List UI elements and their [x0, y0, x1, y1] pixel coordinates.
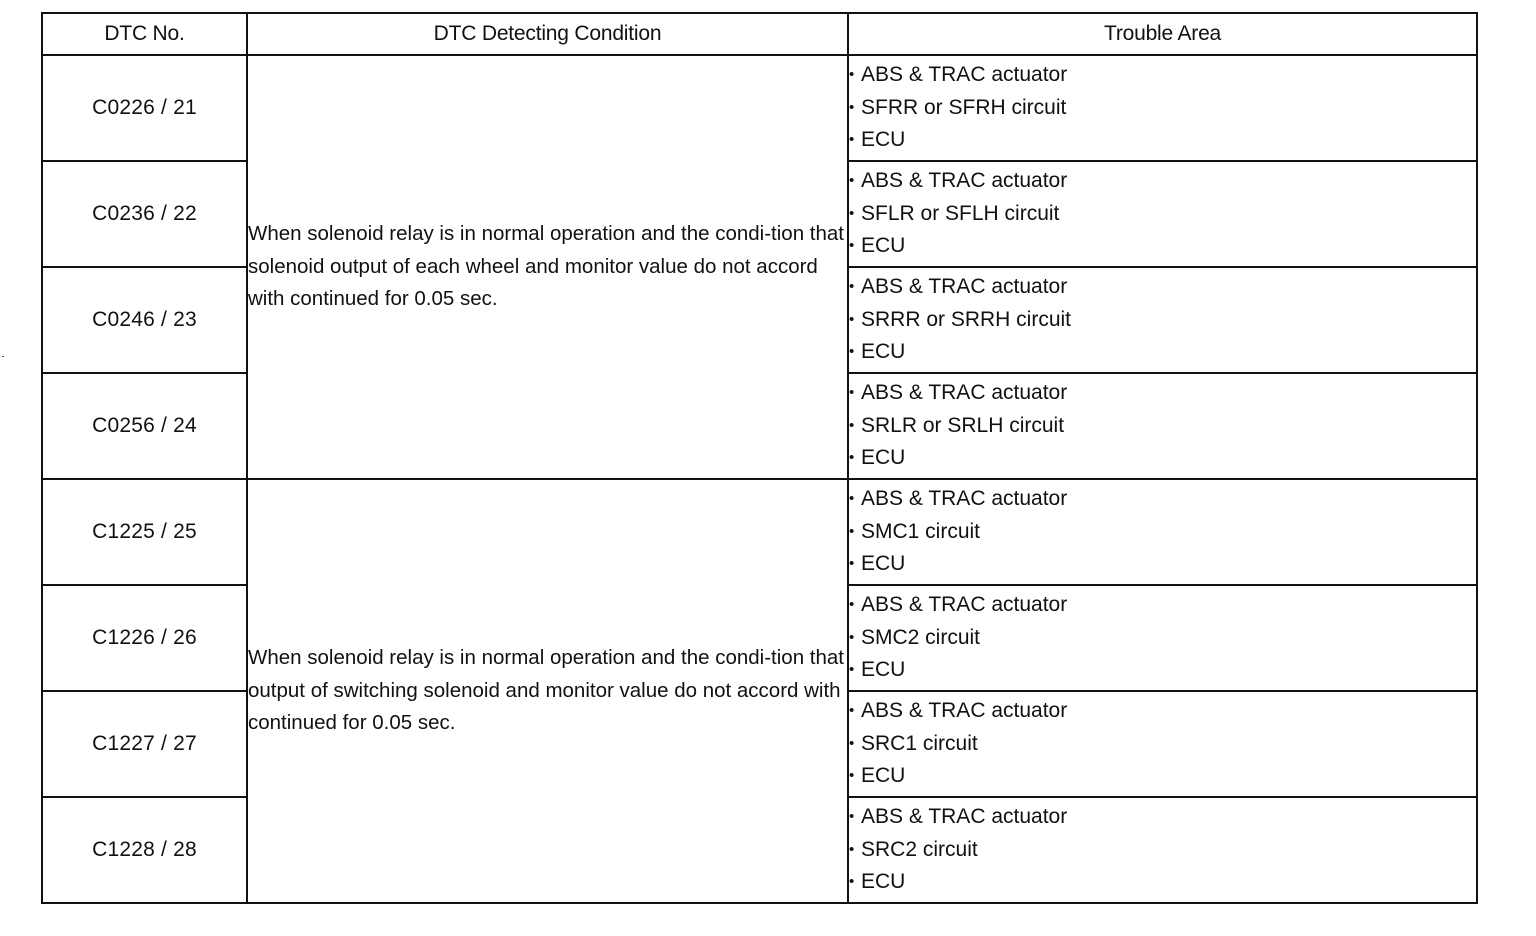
area-text: SRLR or SRLH circuit: [861, 413, 1065, 437]
condition-text: When solenoid relay is in normal operation and the condi-tion that solenoid output of each wheel and monitor value do not accord with continued for 0.05 sec.: [248, 222, 844, 311]
area-text: ECU: [861, 340, 906, 364]
trouble-area: [848, 797, 1477, 903]
area-text: ECU: [861, 552, 906, 576]
header-dtc-no: DTC No.: [42, 13, 247, 55]
trouble-area: [848, 691, 1477, 797]
bullet-icon: •: [849, 384, 855, 402]
area-text: SRRR or SRRH circuit: [861, 307, 1072, 331]
bullet-icon: •: [849, 237, 855, 255]
area-text: ABS & TRAC actuator: [861, 63, 1068, 87]
trouble-area: [848, 479, 1477, 585]
list-item: [849, 834, 1476, 867]
area-text: ECU: [861, 234, 906, 258]
area-text: SFRR or SFRH circuit: [861, 95, 1067, 119]
dtc-code: C0226 / 21: [42, 55, 247, 161]
area-text: SFLR or SFLH circuit: [861, 201, 1060, 225]
bullet-icon: •: [849, 416, 855, 434]
header-trouble-area: Trouble Area: [848, 13, 1477, 55]
condition-text: When solenoid relay is in normal operation and the condi-tion that output of switching solenoid and monitor value do not accord with continued for 0.05 sec.: [248, 646, 844, 735]
bullet-icon: •: [849, 702, 855, 720]
list-item: [849, 304, 1476, 337]
area-text: ECU: [861, 764, 906, 788]
list-item: [849, 124, 1476, 157]
scan-mark: [2, 356, 4, 357]
bullet-icon: •: [849, 596, 855, 614]
bullet-icon: •: [849, 734, 855, 752]
list-item: [849, 622, 1476, 655]
list-item: [849, 165, 1476, 198]
list-item: [849, 377, 1476, 410]
area-text: ABS & TRAC actuator: [861, 169, 1068, 193]
bullet-icon: •: [849, 767, 855, 785]
detecting-condition: [247, 479, 848, 903]
bullet-icon: •: [849, 873, 855, 891]
list-item: [849, 695, 1476, 728]
dtc-code: C1226 / 26: [42, 585, 247, 691]
list-item: [849, 801, 1476, 834]
bullet-icon: •: [849, 204, 855, 222]
dtc-code: C1228 / 28: [42, 797, 247, 903]
trouble-area: [848, 373, 1477, 479]
trouble-area: [848, 55, 1477, 161]
list-item: [849, 442, 1476, 475]
bullet-icon: •: [849, 490, 855, 508]
list-item: [849, 59, 1476, 92]
list-item: [849, 760, 1476, 793]
area-text: ABS & TRAC actuator: [861, 487, 1068, 511]
bullet-icon: •: [849, 172, 855, 190]
bullet-icon: •: [849, 661, 855, 679]
list-item: [849, 654, 1476, 687]
bullet-icon: •: [849, 343, 855, 361]
area-text: ABS & TRAC actuator: [861, 699, 1068, 723]
list-item: [849, 483, 1476, 516]
area-text: ABS & TRAC actuator: [861, 275, 1068, 299]
dtc-code: C0236 / 22: [42, 161, 247, 267]
area-text: SRC1 circuit: [861, 731, 978, 755]
bullet-icon: •: [849, 98, 855, 116]
bullet-icon: •: [849, 449, 855, 467]
dtc-code: C1227 / 27: [42, 691, 247, 797]
list-item: [849, 92, 1476, 125]
trouble-area: [848, 585, 1477, 691]
bullet-icon: •: [849, 522, 855, 540]
area-text: ABS & TRAC actuator: [861, 805, 1068, 829]
area-text: ABS & TRAC actuator: [861, 381, 1068, 405]
dtc-table: [41, 12, 1478, 904]
header-detecting-condition: DTC Detecting Condition: [247, 13, 848, 55]
bullet-icon: •: [849, 840, 855, 858]
detecting-condition: [247, 55, 848, 479]
bullet-icon: •: [849, 310, 855, 328]
area-text: SMC1 circuit: [861, 519, 981, 543]
list-item: [849, 410, 1476, 443]
trouble-area: [848, 267, 1477, 373]
table-row: [42, 55, 1477, 161]
bullet-icon: •: [849, 131, 855, 149]
area-text: ABS & TRAC actuator: [861, 593, 1068, 617]
area-text: SRC2 circuit: [861, 837, 978, 861]
bullet-icon: •: [849, 628, 855, 646]
table-row: [42, 479, 1477, 585]
list-item: [849, 198, 1476, 231]
bullet-icon: •: [849, 555, 855, 573]
bullet-icon: •: [849, 278, 855, 296]
bullet-icon: •: [849, 808, 855, 826]
area-text: ECU: [861, 870, 906, 894]
dtc-code: C1225 / 25: [42, 479, 247, 585]
table-header-row: [42, 13, 1477, 55]
list-item: [849, 230, 1476, 263]
trouble-area: [848, 161, 1477, 267]
area-text: SMC2 circuit: [861, 625, 981, 649]
area-text: ECU: [861, 128, 906, 152]
area-text: ECU: [861, 446, 906, 470]
list-item: [849, 271, 1476, 304]
bullet-icon: •: [849, 66, 855, 84]
list-item: [849, 336, 1476, 369]
list-item: [849, 516, 1476, 549]
dtc-code: C0256 / 24: [42, 373, 247, 479]
area-text: ECU: [861, 658, 906, 682]
list-item: [849, 589, 1476, 622]
list-item: [849, 728, 1476, 761]
list-item: [849, 866, 1476, 899]
list-item: [849, 548, 1476, 581]
dtc-code: C0246 / 23: [42, 267, 247, 373]
